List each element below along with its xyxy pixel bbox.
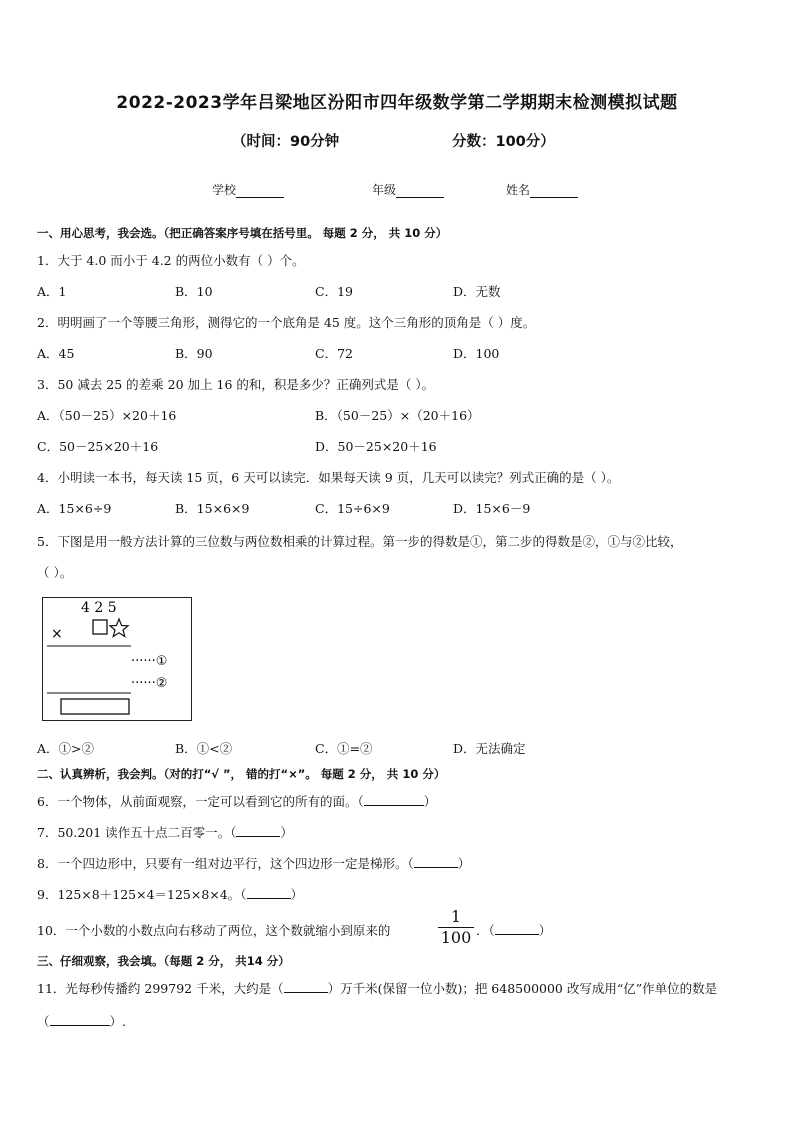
q1-option-b[interactable]: B．10 bbox=[175, 284, 213, 299]
q7-answer-blank[interactable] bbox=[236, 824, 280, 837]
question-11 bbox=[37, 979, 717, 997]
name-label: 姓名 bbox=[506, 183, 531, 197]
question-6-end: ） bbox=[423, 794, 437, 809]
page-title: 2022-2023学年吕梁地区汾阳市四年级数学第二学期期末检测模拟试题 bbox=[116, 93, 678, 113]
q5-option-d[interactable]: D．无法确定 bbox=[453, 741, 526, 756]
score-info: 分数：100分） bbox=[452, 134, 555, 150]
question-7 bbox=[37, 823, 293, 841]
q3-option-b[interactable]: B．（50－25）×（20＋16） bbox=[315, 408, 480, 423]
figure-times-sign: × bbox=[51, 626, 63, 642]
star-icon bbox=[110, 619, 128, 637]
question-10-tail bbox=[476, 921, 551, 939]
question-10-text: 10．一个小数的小数点向右移动了两位，这个数就缩小到原来的 bbox=[37, 923, 391, 938]
q2-option-d[interactable]: D．100 bbox=[453, 346, 500, 361]
q3-option-a[interactable]: A．（50－25）×20＋16 bbox=[37, 408, 177, 423]
q1-option-c[interactable]: C．19 bbox=[315, 284, 353, 299]
school-label: 学校 bbox=[212, 183, 237, 197]
question-11-open: （ bbox=[37, 1014, 50, 1029]
question-5-paren: （ ）。 bbox=[37, 565, 73, 580]
q4-option-c[interactable]: C．15÷6×9 bbox=[315, 501, 390, 516]
section-2-heading: 二、认真辨析，我会判。（对的打“√ ”， 错的打“×”。 每题 2 分， 共 10 分） bbox=[37, 767, 446, 781]
question-7-end: ） bbox=[280, 825, 293, 840]
question-5: 5．下图是用一般方法计算的三位数与两位数相乘的计算过程。第一步的得数是①，第二步的得数是②，①与②比较， bbox=[37, 534, 683, 549]
fraction-one-hundredth bbox=[438, 908, 474, 947]
question-2: 2．明明画了一个等腰三角形，测得它的一个底角是 45 度。这个三角形的顶角是（ ）度。 bbox=[37, 315, 536, 330]
question-10-close: ） bbox=[538, 923, 552, 938]
question-9 bbox=[37, 885, 303, 903]
q3-option-c[interactable]: C．50－25×20＋16 bbox=[37, 439, 159, 454]
q5-option-a[interactable]: A．①>② bbox=[37, 741, 95, 756]
question-11-end: ）. bbox=[109, 1014, 126, 1029]
question-9-text: 9．125×8＋125×4＝125×8×4。（ bbox=[37, 887, 247, 902]
name-blank bbox=[530, 185, 578, 198]
question-8-text: 8．一个四边形中，只要有一组对边平行，这个四边形一定是梯形。（ bbox=[37, 856, 414, 871]
figure-mark-1: ······① bbox=[131, 654, 168, 669]
fraction-denominator: 100 bbox=[440, 928, 472, 947]
question-1: 1．大于 4.0 而小于 4.2 的两位小数有（ ）个。 bbox=[37, 253, 305, 268]
question-9-end: ） bbox=[290, 887, 304, 902]
grade-blank bbox=[396, 185, 444, 198]
name-field[interactable] bbox=[506, 181, 578, 198]
multiplication-diagram bbox=[43, 598, 191, 720]
grade-field[interactable] bbox=[372, 181, 444, 198]
q6-answer-blank[interactable] bbox=[364, 793, 424, 806]
question-11-line-2 bbox=[37, 1012, 126, 1030]
q1-option-d[interactable]: D．无数 bbox=[453, 284, 501, 299]
q9-answer-blank[interactable] bbox=[247, 886, 291, 899]
question-11-text: 11．光每秒传播约 299792 千米，大约是（ bbox=[37, 981, 284, 996]
school-blank bbox=[236, 185, 284, 198]
q5-option-b[interactable]: B．①<② bbox=[175, 741, 233, 756]
q1-option-a[interactable]: A．1 bbox=[37, 284, 67, 299]
question-4: 4．小明读一本书，每天读 15 页，6 天可以读完．如果每天读 9 页，几天可以读完？列式正确的是（ ）。 bbox=[37, 470, 620, 485]
square-icon bbox=[93, 620, 107, 634]
fraction-numerator: 1 bbox=[450, 907, 462, 926]
question-8 bbox=[37, 854, 470, 872]
q4-option-d[interactable]: D．15×6－9 bbox=[453, 501, 531, 516]
q11-answer-blank-1[interactable] bbox=[284, 980, 328, 993]
question-11-mid: ）万千米(保留一位小数)；把 648500000 改写成用“亿”作单位的数是 bbox=[327, 981, 718, 996]
section-3-heading: 三、仔细观察，我会填。（每题 2 分， 共14 分） bbox=[37, 954, 290, 968]
figure-mark-2: ······② bbox=[131, 676, 168, 691]
q10-answer-blank[interactable] bbox=[495, 922, 539, 935]
section-1-heading: 一、用心思考，我会选。（把正确答案序号填在括号里。 每题 2 分， 共 10 分） bbox=[37, 226, 448, 240]
result-box bbox=[61, 699, 129, 714]
q2-option-c[interactable]: C．72 bbox=[315, 346, 353, 361]
q11-answer-blank-2[interactable] bbox=[50, 1013, 110, 1026]
question-10-end: ．（ bbox=[476, 923, 495, 938]
question-7-text: 7．50.201 读作五十点二百零一。（ bbox=[37, 825, 237, 840]
q5-option-c[interactable]: C．①=② bbox=[315, 741, 373, 756]
school-field[interactable] bbox=[212, 181, 284, 198]
question-6-text: 6．一个物体，从前面观察，一定可以看到它的所有的面。（ bbox=[37, 794, 364, 809]
question-3: 3．50 减去 25 的差乘 20 加上 16 的和，积是多少？正确列式是（ ）。 bbox=[37, 377, 435, 392]
q8-answer-blank[interactable] bbox=[414, 855, 458, 868]
q2-option-a[interactable]: A．45 bbox=[37, 346, 75, 361]
question-6 bbox=[37, 792, 436, 810]
question-8-end: ） bbox=[457, 856, 471, 871]
grade-label: 年级 bbox=[372, 183, 397, 197]
time-info: （时间：90分钟 bbox=[232, 134, 340, 150]
q2-option-b[interactable]: B．90 bbox=[175, 346, 213, 361]
multiplication-figure bbox=[42, 597, 192, 721]
q3-option-d[interactable]: D．50－25×20＋16 bbox=[315, 439, 437, 454]
figure-digits: 4 2 5 bbox=[81, 600, 117, 616]
question-10 bbox=[37, 921, 390, 939]
q4-option-b[interactable]: B．15×6×9 bbox=[175, 501, 250, 516]
q4-option-a[interactable]: A．15×6÷9 bbox=[37, 501, 112, 516]
